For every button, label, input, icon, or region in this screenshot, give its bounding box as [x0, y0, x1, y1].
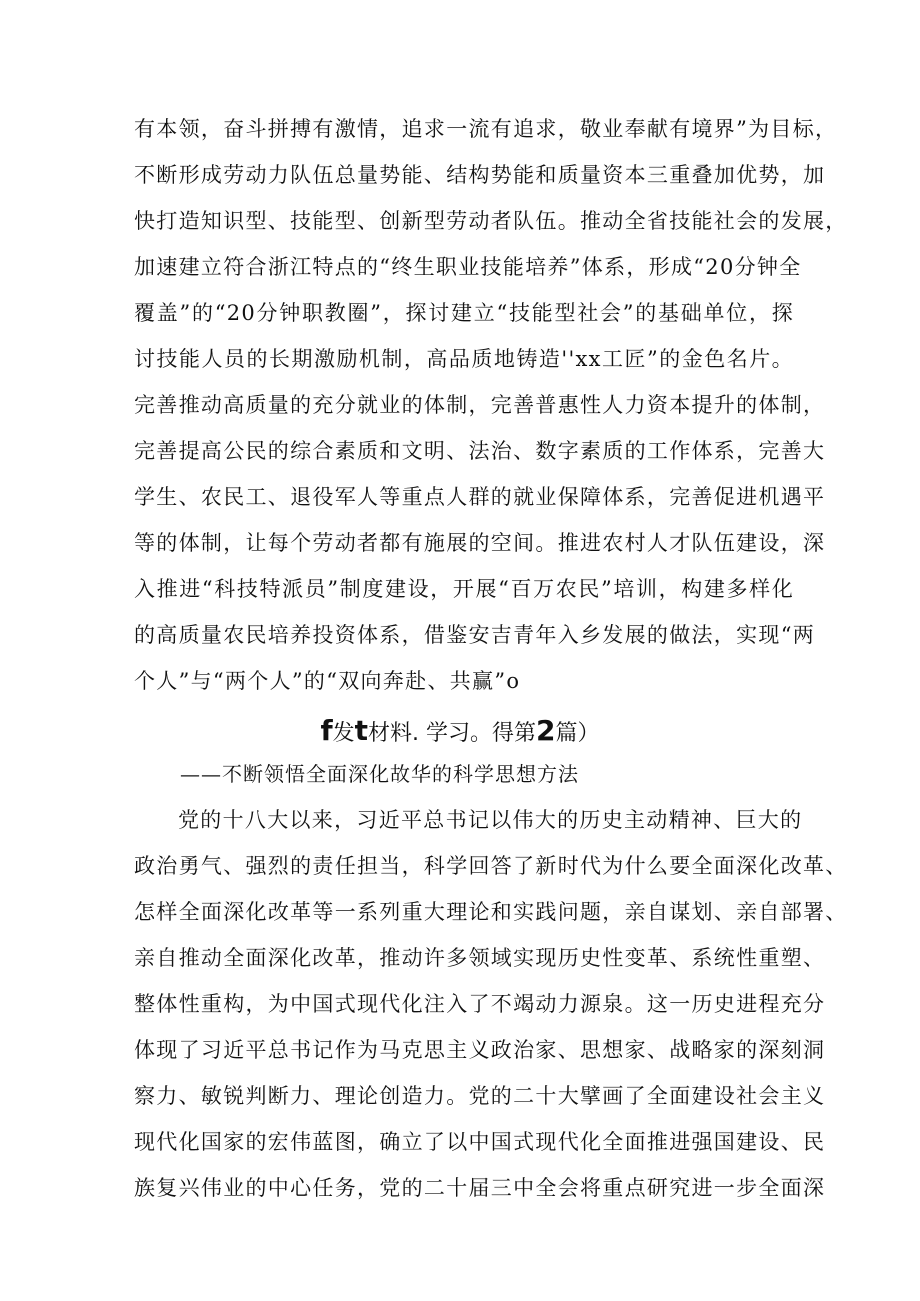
paragraph-line: 怎样全面深化改革等一系列重大理论和实践问题，亲自谋划、亲自部署、 — [134, 900, 848, 924]
paragraph-line: 的高质量农民培养投资体系，借鉴安吉青年入乡发展的做法，实现“两 — [134, 623, 816, 647]
paragraph-line: 整体性重构，为中国式现代化注入了不竭动力源泉。这一历史进程充分 — [134, 992, 826, 1016]
paragraph-line: 不断形成劳动力队伍总量势能、结构势能和质量资本三重叠加优势，加 — [134, 163, 826, 187]
heading-fragment: 篇） — [555, 721, 600, 746]
paragraph-line: 快打造知识型、技能型、创新型劳动者队伍。推动全省技能社会的发展， — [134, 209, 848, 233]
paragraph-line: 个人”与“两个人”的“双向奔赴、共赢”o — [134, 669, 521, 693]
paragraph-line: 学生、农民工、退役军人等重点人群的就业保障体系，完善促进机遇平 — [134, 485, 826, 509]
paragraph-line: 入推进“科技特派员”制度建设，开展“百万农民”培训，构建多样化 — [134, 577, 794, 601]
paragraph-line: 政治勇气、强烈的责任担当，科学回答了新时代为什么要全面深化改革、 — [134, 854, 848, 878]
subtitle: ——不断领悟全面深化故华的科学思想方法 — [180, 762, 579, 786]
paragraph-line: 现代化国家的宏伟蓝图，确立了以中国式现代化全面推进强国建设、民 — [134, 1130, 826, 1154]
heading-fragment: 材料. 学习。得第 — [368, 721, 537, 746]
paragraph-line: 体现了习近平总书记作为马克思主义政治家、思想家、战略家的深刻洞 — [134, 1038, 826, 1062]
section-heading — [0, 716, 920, 749]
paragraph-line: 亲自推动全面深化改革，推动许多领域实现历史性变革、系统性重塑、 — [134, 946, 826, 970]
paragraph-line: 完善提高公民的综合素质和文明、法治、数字素质的工作体系，完善大 — [134, 439, 826, 463]
paragraph-line: 加速建立符合浙江特点的“终生职业技能培养”体系，形成“20分钟全 — [134, 255, 802, 279]
heading-fragment: 发 — [332, 721, 355, 746]
heading-fragment: f — [320, 714, 333, 747]
heading-fragment: 2 — [536, 714, 556, 747]
paragraph-line: 有本领，奋斗拼搏有激情，追求一流有追求，敬业奉献有境界”为目标， — [134, 117, 838, 141]
paragraph-line: 党的十八大以来，习近平总书记以伟大的历史主动精神、巨大的 — [178, 808, 803, 832]
paragraph-line: 讨技能人员的长期激励机制，高品质地铸造''xx工匠”的金色名片。 — [134, 347, 794, 371]
heading-fragment: t — [354, 714, 369, 747]
paragraph-line: 族复兴伟业的中心任务，党的二十届三中全会将重点研究进一步全面深 — [134, 1176, 826, 1200]
paragraph-line: 等的体制，让每个劳动者都有施展的空间。推进农村人才队伍建设，深 — [134, 531, 826, 555]
paragraph-line: 完善推动高质量的充分就业的体制，完善普惠性人力资本提升的体制， — [134, 393, 826, 417]
paragraph-line: 覆盖”的“20分钟职教圈”，探讨建立“技能型社会”的基础单位，探 — [134, 301, 794, 325]
paragraph-line: 察力、敏锐判断力、理论创造力。党的二十大擘画了全面建设社会主义 — [134, 1084, 826, 1108]
